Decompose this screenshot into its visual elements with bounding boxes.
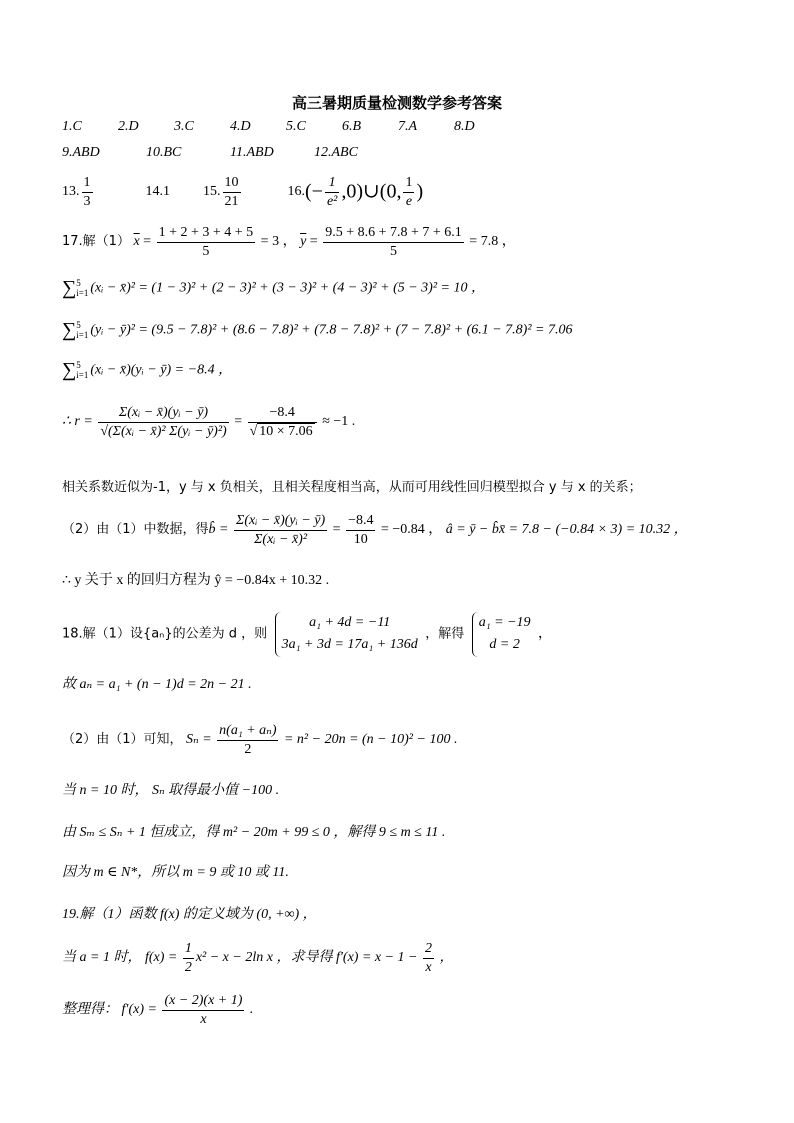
q17-conclusion: 相关系数近似为-1，y 与 x 负相关，且相关程度相当高，从而可用线性回归模型拟合 y 与 x 的关系； (62, 480, 642, 495)
numerator: 2 (423, 940, 434, 959)
bhat-symbol: b̂ = (208, 522, 229, 538)
sn-fraction (217, 722, 278, 758)
q17-sxx (62, 276, 485, 301)
q18-inequality: 由 Sₘ ≤ Sₙ + 1 恒成立，得 m² − 20m + 99 ≤ 0 ，解得 9 ≤ m ≤ 11 . (62, 825, 446, 840)
q18-part2 (62, 722, 457, 758)
answer-item: 7.A (398, 119, 418, 134)
equation-system-2 (472, 612, 531, 657)
answer-item: 6.B (342, 119, 362, 134)
sum-icon: ∑ (62, 277, 77, 299)
numerator: −8.4 (346, 512, 375, 531)
q13-label: 13. (62, 184, 80, 200)
denominator: 5 (390, 243, 397, 259)
part2-prefix: （2）由（1）中数据，得 (62, 522, 209, 538)
denominator: e² (326, 193, 338, 209)
equation: a₁ = −19 (478, 615, 531, 630)
ybar-symbol: $\overline{y}$ (300, 234, 307, 250)
numerator: 10 (223, 174, 241, 193)
q17-line-1: 17.解（1） $\overline{x}$ = $\frac{1 + 2 + 3 + 4 + 5}{5}$ = 3 ， $\overline{y}$ = $\frac{9.5 + 8.6 + 7.8 + 7 + 6.1}{5}$ = 7.8 ， (62, 225, 516, 259)
f-definition: 当 a = 1 时， f(x) = (62, 950, 178, 966)
r-fraction (98, 404, 228, 440)
numerator: −8.4 (248, 404, 317, 423)
q16-label: 16. (287, 184, 305, 200)
numerator: n(a₁ + aₙ) (217, 722, 278, 741)
half-fraction (183, 940, 194, 976)
answer-item: 8.D (454, 119, 475, 134)
answer-item: 12.ABC (314, 145, 358, 160)
denominator: 2 (184, 959, 192, 975)
r-value-fraction: $\frac{-8.4}{√ 10 \times 7.06}$ (248, 404, 317, 440)
equation: d = 2 (489, 637, 520, 653)
answer-item: 9.ABD (62, 145, 100, 160)
q16-expr: (− (305, 180, 323, 203)
numerator: Σ(xᵢ − x̄)(yᵢ − ȳ) (234, 512, 327, 531)
equation: a₁ + 4d = −11 (309, 615, 391, 630)
comma: ， (538, 626, 553, 642)
period: . (249, 1002, 254, 1018)
sum-icon: ∑ (62, 319, 77, 341)
q18-line-1 (62, 612, 552, 657)
ahat-expression: â = ȳ − b̂x̄ = 7.8 − (−0.84 × 3) = 10.32 ， (445, 522, 688, 538)
q16-fraction-2 (403, 174, 414, 210)
sum-limits: 5 i=1 (76, 277, 89, 298)
numerator: (x − 2)(x + 1) (162, 992, 244, 1011)
denominator: 2 (244, 741, 252, 757)
answer-item: 2.D (118, 119, 139, 134)
sum-limits: 5 i=1 (76, 359, 89, 380)
sn-symbol: Sₙ = (186, 732, 212, 748)
numerator: 1 (183, 940, 194, 959)
fill-answers-row (62, 174, 423, 210)
derivative-prefix: 整理得： f′(x) = (62, 1002, 157, 1018)
q15-fraction (223, 174, 241, 210)
denominator: √(Σ(xᵢ − x̄)² Σ(yᵢ − ȳ)²) (100, 423, 227, 439)
denominator: 5 (202, 243, 210, 259)
q16-expr: ,0)∪(0, (341, 180, 402, 203)
sxy-expression: (xᵢ − x̄)(yᵢ − ȳ) = −8.4 ， (90, 362, 233, 378)
equation-system-1 (275, 612, 418, 657)
b-fraction (234, 512, 327, 548)
numerator: 1 (403, 174, 414, 193)
q17-regression: ∴ y 关于 x 的回归方程为 ŷ = −0.84x + 10.32 . (62, 573, 330, 588)
q17-label: 17.解（1） (62, 234, 130, 250)
xbar-symbol: $\overline{x}$ (133, 234, 140, 250)
numerator: 1 + 2 + 3 + 4 + 5 (157, 224, 256, 243)
ybar-value: = 7.8 ， (469, 234, 516, 250)
q14-answer: 14.1 (145, 184, 170, 200)
comma: ， (439, 950, 454, 966)
part2-prefix: （2）由（1）可知， (62, 732, 183, 748)
q17-part2: （2）由（1）中数据，得b̂ = $\frac{\text{Σ(xᵢ − x̄)(yᵢ − ȳ)}}{\text{Σ(xᵢ − x̄)²}}$ = $\frac{-8.4}{10}$ = −0.84 ， â = ȳ − b̂x̄ = 7.8 − (−0.84 × 3) = 10.32 ， (62, 513, 688, 547)
b-value-fraction (346, 512, 375, 548)
denominator: Σ(xᵢ − x̄)² (254, 531, 308, 547)
sum-icon: ∑ (62, 359, 77, 381)
numerator: Σ(xᵢ − x̄)(yᵢ − ȳ) (98, 404, 228, 423)
answer-item: 10.BC (146, 145, 182, 160)
numerator: 9.5 + 8.6 + 7.8 + 7 + 6.1 (323, 224, 464, 243)
denominator: x (200, 1011, 207, 1027)
xbar-fraction (157, 224, 256, 260)
answer-item: 3.C (174, 119, 194, 134)
equation: 3a₁ + 3d = 17a₁ + 136d (281, 637, 418, 653)
denominator: e (405, 193, 413, 209)
q18-final: 因为 m ∈ N*，所以 m = 9 或 10 或 11. (62, 865, 289, 880)
derivative-fraction (162, 992, 244, 1028)
q18-an: 故 aₙ = a₁ + (n − 1)d = 2n − 21 . (62, 677, 252, 692)
q17-sxy (62, 358, 232, 383)
denominator: 10 (353, 531, 368, 547)
numerator: 1 (82, 174, 93, 193)
denominator: x (425, 959, 432, 975)
mc-answers-row-2 (62, 144, 398, 162)
q19-line-2 (62, 940, 454, 976)
syy-expression: (yᵢ − ȳ)² = (9.5 − 7.8)² + (8.6 − 7.8)² + (7.8 − 7.8)² + (7 − 7.8)² + (6.1 − 7.8)² = 7.06 (90, 322, 573, 338)
q18-prefix: 18.解（1）设{aₙ}的公差为 d ，则 (62, 626, 268, 642)
q16-expr: ) (416, 180, 424, 203)
sn-result: = n² − 20n = (n − 10)² − 100 . (283, 732, 458, 748)
page-title: 高三暑期质量检测数学参考答案 (291, 94, 502, 112)
b-result: = −0.84 ， (380, 522, 443, 538)
solve-text: ，解得 (425, 626, 465, 642)
q17-syy (62, 318, 572, 343)
r-prefix: ∴ r = (62, 414, 93, 430)
mc-answers-row-1 (62, 118, 510, 136)
q16-fraction-1 (325, 174, 339, 210)
answer-item: 5.C (286, 119, 306, 134)
sum-limits: 5 i=1 (76, 319, 89, 340)
q15-label: 15. (203, 184, 221, 200)
q18-min: 当 n = 10 时， Sₙ 取得最小值 −100 . (62, 783, 280, 798)
two-over-x-fraction (423, 940, 434, 976)
r-result: ≈ −1 . (322, 414, 356, 430)
denominator: 10 × 7.06 (259, 423, 313, 439)
sxx-expression: (xᵢ − x̄)² = (1 − 3)² + (2 − 3)² + (3 − 3)² + (4 − 3)² + (5 − 3)² = 10 ， (90, 280, 485, 296)
denominator: 21 (224, 193, 239, 209)
derivative-expression: x² − x − 2ln x ，求导得 f′(x) = x − 1 − (195, 950, 418, 966)
answer-item: 4.D (230, 119, 251, 134)
q19-line-3 (62, 992, 253, 1028)
q17-r: ∴ r = $\frac{\text{Σ(xᵢ − x̄)(yᵢ − ȳ)}}{\text{√(Σ(xᵢ − x̄)² Σ(yᵢ − ȳ)²)}}$ = $\frac{-8.4}{√ 10 \times 7.06}$ ≈ −1 . (62, 405, 356, 439)
q13-fraction (82, 174, 93, 210)
answer-item: 1.C (62, 119, 82, 134)
xbar-value: = 3 ， (260, 234, 297, 250)
denominator: 3 (83, 193, 91, 209)
answer-item: 11.ABD (230, 145, 274, 160)
ybar-fraction (323, 224, 464, 260)
numerator: 1 (325, 174, 339, 193)
q19-line-1: 19.解（1）函数 f(x) 的定义域为 (0, +∞) ， (62, 907, 317, 922)
